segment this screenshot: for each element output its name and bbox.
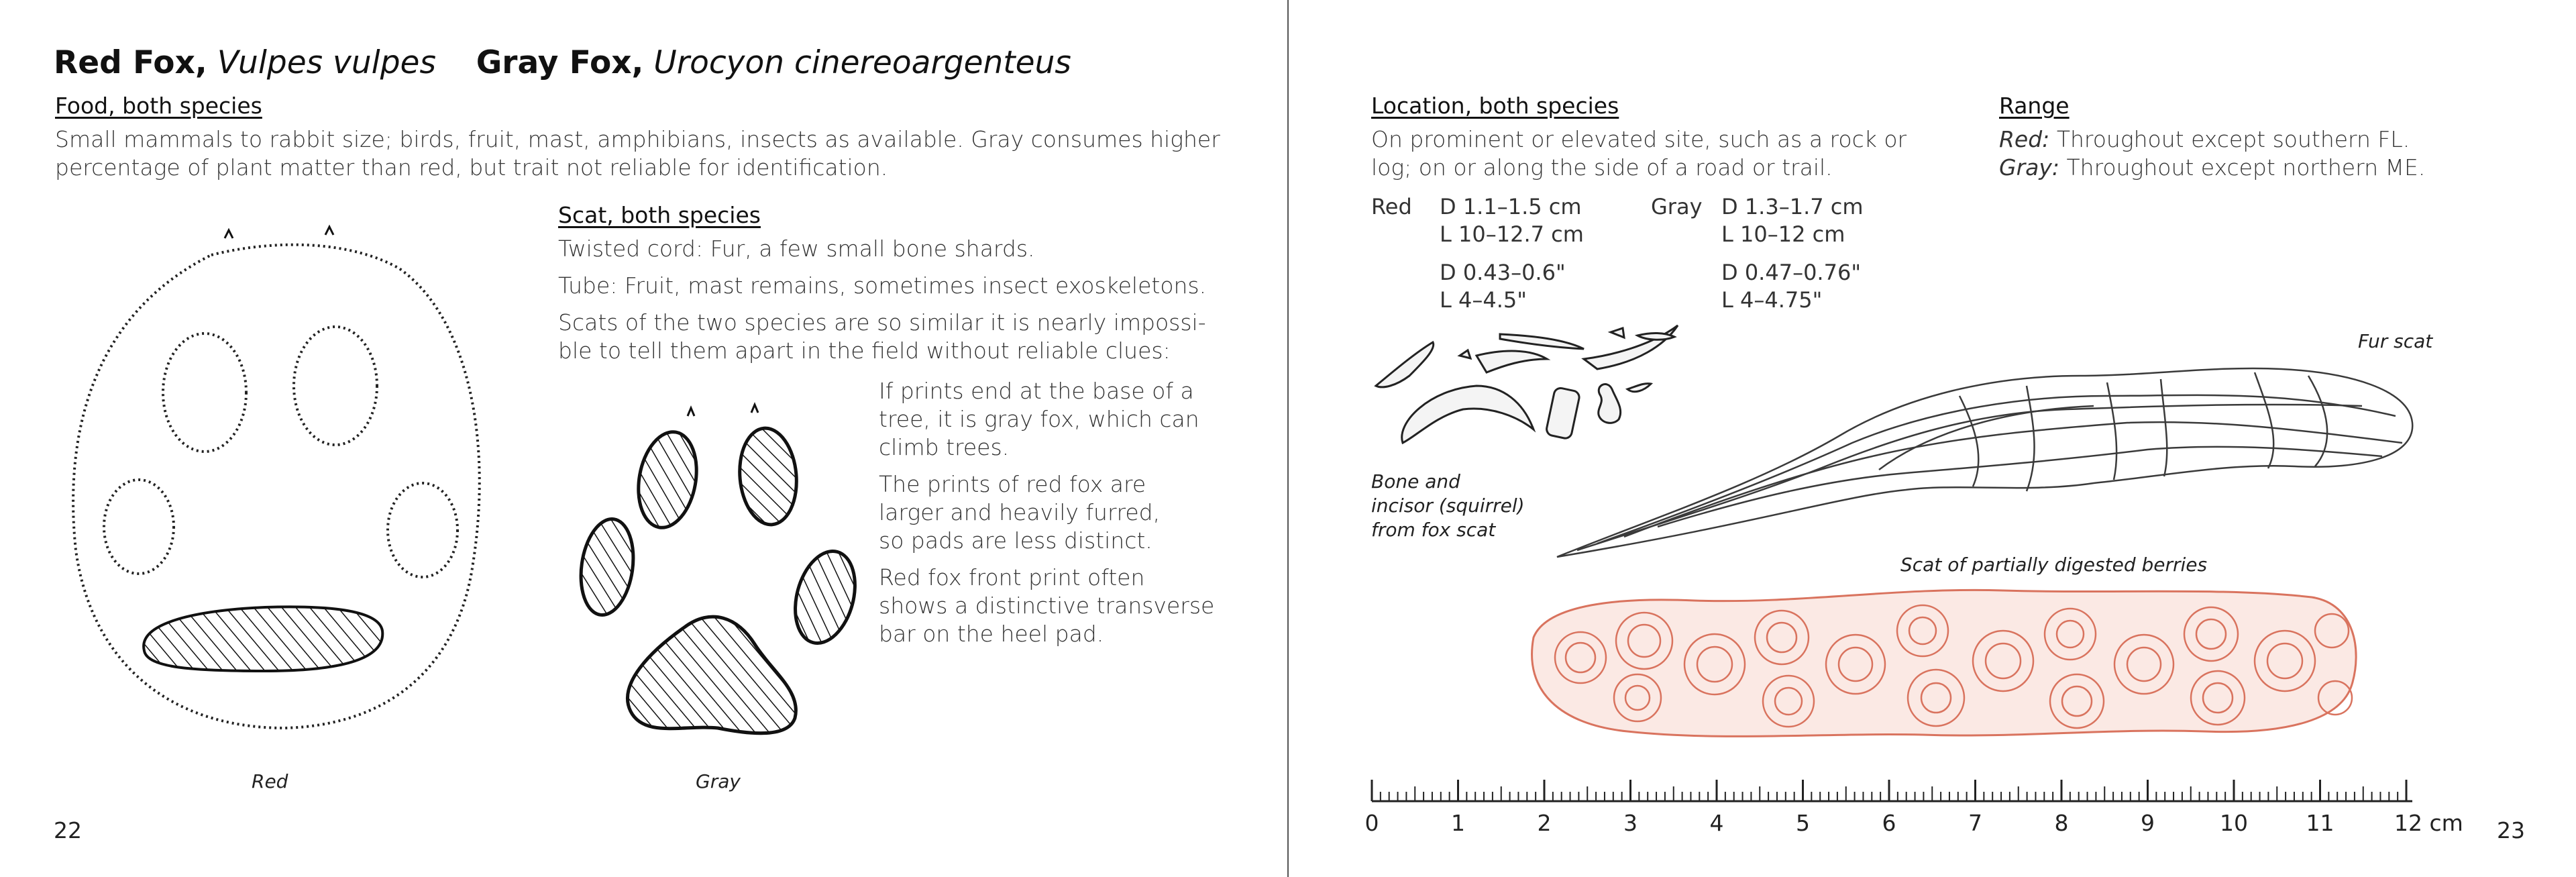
toe-pad [736,426,800,527]
ruler-label: 6 [1882,810,1896,836]
gray-print-caption: Gray [696,770,741,792]
clue-line: shows a distinctive transverse [879,592,1215,619]
ruler-label: 4 [1709,810,1724,836]
bone-shard [1611,328,1624,338]
ruler-label: 11 [2306,810,2334,836]
location-line: log; on or along the side of a road or trail. [1371,154,1833,180]
clues-list [879,377,1268,648]
ruler-label: 9 [2141,810,2155,836]
ruler-label: 12 cm [2394,810,2463,836]
toe-pad [575,515,639,618]
ruler-label: 3 [1623,810,1638,836]
page-title [54,44,1071,81]
clue-line: climb trees. [879,434,1010,460]
gray-fox-print-illustration [570,396,865,758]
berry-scat-illustration [1520,577,2365,745]
clue-print-size [879,470,1268,555]
ruler-ticks [1372,780,2406,801]
bone-shard [1376,342,1434,387]
location-text [1371,125,1962,182]
fur-strand [1597,395,2396,544]
clue-line: Red fox front print often [879,564,1145,590]
clue-tree-climbing [879,377,1268,462]
red-fox-common-name: Red Fox, [54,44,207,81]
scat-heading: Scat, both species [558,202,761,228]
squirrel-incisor [1402,386,1534,443]
location-heading: Location, both species [1371,93,1619,119]
heel-bar [144,607,382,671]
clue-heel-bar [879,564,1268,648]
measure-red-d-in: D 0.43–0.6" [1440,260,1566,285]
ruler-label: 2 [1537,810,1552,836]
toe-pad [104,480,174,574]
measure-red-d-cm: D 1.1–1.5 cm [1440,194,1582,219]
measure-gray-label: Gray [1651,194,1703,219]
range-red-label: Red: [1999,126,2050,152]
bone-shard [1477,351,1547,372]
measure-red-l-in: L 4–4.5" [1440,287,1527,313]
scat-tube-text: Tube: Fruit, mast remains, sometimes insect exoskeletons. [558,272,1207,299]
page-number-right: 23 [2497,817,2525,843]
clue-line: so pads are less distinct. [879,527,1152,554]
claw-marks [225,227,333,238]
scat-similar-text: Scats of the two species are so similar it is nearly impossi- [558,309,1206,336]
ruler-label: 10 [2220,810,2248,836]
food-heading: Food, both species [55,93,262,119]
red-fox-latin-name: Vulpes vulpes [217,44,436,81]
range-red-text: Throughout except southern FL. [2056,126,2410,152]
range-gray [1999,154,2536,182]
red-print-caption: Red [252,770,288,792]
clue-line: The prints of red fox are [879,471,1146,497]
ruler-label: 0 [1364,810,1379,836]
measure-red-l-cm: L 10–12.7 cm [1440,221,1584,247]
bone-caption [1371,470,1525,542]
toe-pad [631,427,704,532]
measure-red-label: Red [1371,194,1412,219]
toe-pad [163,333,246,452]
measure-gray-l-cm: L 10–12 cm [1721,221,1845,247]
clue-line: bar on the heel pad. [879,621,1104,647]
range-gray-text: Throughout except northern ME. [2066,154,2426,180]
gray-fox-common-name: Gray Fox, [476,44,644,81]
clue-line: If prints end at the base of a [879,378,1194,404]
clue-line: larger and heavily furred, [879,499,1161,525]
scat-text [558,235,1269,365]
measure-gray-d-in: D 0.47–0.76" [1721,260,1862,285]
bone-shard [1460,350,1470,358]
bone-shard [1638,333,1674,340]
toe-pad [294,327,377,445]
scat-similar-text: ble to tell them apart in the field without reliable clues: [558,338,1171,364]
berry-scat-outline [1532,590,2357,736]
toe-pad [786,545,864,650]
bone-caption-line: incisor (squirrel) [1371,495,1525,517]
food-text [55,125,1263,182]
measure-gray-values [1721,193,1864,314]
range-red [1999,125,2536,154]
fur-scat-caption: Fur scat [2358,330,2433,352]
range-heading: Range [1999,93,2070,119]
measure-gray-d-cm: D 1.3–1.7 cm [1721,194,1864,219]
fur-scat-outline [1557,368,2412,557]
ruler-label: 8 [2054,810,2069,836]
toe-pad [388,483,458,577]
berry-scat-caption: Scat of partially digested berries [1900,554,2208,576]
measure-red-values [1440,193,1584,314]
right-page [1289,0,2576,877]
range-gray-label: Gray: [1999,154,2060,180]
page-number-left: 22 [54,817,82,843]
bone-caption-line: from fox scat [1371,519,1496,541]
fur-strand [1624,422,2402,537]
ruler-label: 1 [1451,810,1465,836]
claw-marks [688,405,758,416]
fur-scat-illustration [1557,349,2429,570]
ruler-label: 7 [1968,810,1982,836]
ruler-labels [1365,810,2463,836]
centimeter-ruler [1362,772,2463,845]
clue-line: tree, it is gray fox, which can [879,406,1199,432]
ruler-label: 5 [1796,810,1810,836]
heel-pad [627,617,796,733]
red-fox-print-illustration [64,215,493,752]
location-line: On prominent or elevated site, such as a rock or [1371,126,1907,152]
food-line: Small mammals to rabbit size; birds, fruit, mast, amphibians, insects as available. Gray consumes higher [55,126,1220,152]
bone-caption-line: Bone and [1371,470,1460,493]
food-line: percentage of plant matter than red, but trait not reliable for identification. [55,154,888,180]
measure-gray-l-in: L 4–4.75" [1721,287,1823,313]
left-page [0,0,1287,877]
scat-twisted-text: Twisted cord: Fur, a few small bone shards. [558,236,1035,262]
bone-shard [1500,334,1584,349]
gray-fox-latin-name: Urocyon cinereoargenteus [653,44,1071,81]
range-text [1999,125,2536,182]
